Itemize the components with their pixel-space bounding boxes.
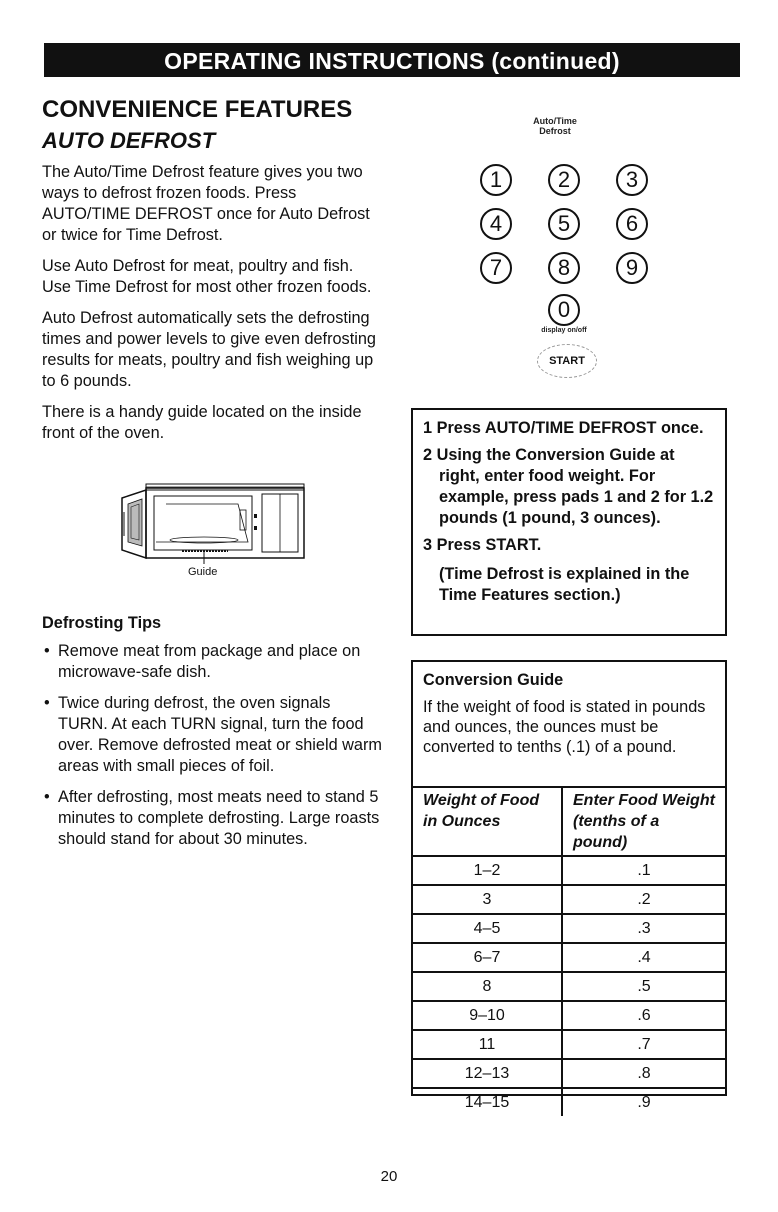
microwave-illustration: [42, 454, 382, 604]
conversion-guide-description: If the weight of food is stated in pounds and ounces, the ounces must be converted to tenths (.1) of a pound.: [423, 698, 706, 756]
table-row: [413, 1059, 725, 1088]
page-banner: OPERATING INSTRUCTIONS (continued): [44, 43, 740, 77]
paragraph: There is a handy guide located on the inside front of the oven.: [42, 403, 362, 442]
table-cell: .8: [562, 1059, 725, 1088]
subsection-title: AUTO DEFROST: [42, 128, 216, 153]
paragraph: The Auto/Time Defrost feature gives you two ways to defrost frozen foods. Press AUTO/TIME DEFROST once for Auto Defrost or twice for Time Defrost.: [42, 163, 370, 244]
steps-box: [411, 408, 727, 636]
table-cell: 4–5: [413, 914, 562, 943]
step-2: 2 Using the Conversion Guide at right, enter food weight. For example, press pads 1 and 2 for 1.2 pounds (1 pound, 3 ounces).: [423, 446, 714, 527]
tips-title: Defrosting Tips: [42, 614, 162, 632]
table-cell: 9–10: [413, 1001, 562, 1030]
table-cell: .6: [562, 1001, 725, 1030]
key-9[interactable]: 9: [616, 252, 648, 284]
defrost-label: Defrost: [539, 126, 571, 136]
conversion-table: [413, 786, 725, 1116]
table-cell: 12–13: [413, 1059, 562, 1088]
table-cell: .9: [562, 1088, 725, 1116]
left-column: [42, 96, 382, 860]
keypad-illustration: [440, 112, 680, 387]
key-5[interactable]: 5: [548, 208, 580, 240]
key-3[interactable]: 3: [616, 164, 648, 196]
conversion-guide-header: [413, 662, 725, 782]
table-row: [413, 1001, 725, 1030]
section-title: CONVENIENCE FEATURES: [42, 96, 353, 123]
table-cell: 1–2: [413, 856, 562, 885]
key-0[interactable]: 0: [548, 294, 580, 326]
table-row: [413, 885, 725, 914]
table-cell: .1: [562, 856, 725, 885]
conversion-guide-box: [411, 660, 727, 1111]
table-cell: 14–15: [464, 1093, 510, 1111]
table-cell: .2: [562, 885, 725, 914]
start-button[interactable]: START: [537, 344, 597, 378]
key-4[interactable]: 4: [480, 208, 512, 240]
table-cell: .7: [562, 1030, 725, 1059]
table-row: [413, 914, 725, 943]
oven-diagram: [42, 454, 382, 604]
table-cell: .4: [562, 943, 725, 972]
table-cell: .5: [562, 972, 725, 1001]
key-6[interactable]: 6: [616, 208, 648, 240]
key-1[interactable]: 1: [480, 164, 512, 196]
table-cell: 11: [413, 1030, 562, 1059]
table-cell: .3: [562, 914, 725, 943]
column-header-tenths: Enter Food Weight (tenths of a pound): [562, 787, 725, 856]
display-on-off-label: display on/off: [541, 327, 587, 334]
key-2[interactable]: 2: [548, 164, 580, 196]
steps-note: (Time Defrost is explained in the Time Features section.): [439, 565, 690, 604]
key-8[interactable]: 8: [548, 252, 580, 284]
table-row: [413, 1030, 725, 1059]
tips-list: [42, 641, 382, 850]
key-7[interactable]: 7: [480, 252, 512, 284]
table-header-row: [413, 787, 725, 856]
step-1: 1 Press AUTO/TIME DEFROST once.: [423, 419, 704, 437]
conversion-guide-title: Conversion Guide: [423, 671, 564, 689]
table-cell: 6–7: [413, 943, 562, 972]
table-cell: 3: [413, 885, 562, 914]
page-number: 20: [380, 1168, 398, 1185]
table-row: [413, 943, 725, 972]
list-item: • Remove meat from package and place on microwave-safe dish.: [42, 641, 382, 683]
table-row: [413, 972, 725, 1001]
list-item: • Twice during defrost, the oven signals TURN. At each TURN signal, turn the food over. Remove defrosted meat or shield warm areas with small pieces of foil.: [42, 693, 382, 777]
auto-time-label: Auto/Time: [533, 116, 577, 126]
guide-label: Guide: [188, 566, 218, 578]
paragraph: Auto Defrost automatically sets the defrosting times and power levels to give even defrosting results for meats, poultry and fish weighing up to 6 pounds.: [42, 309, 376, 390]
column-header-ounces: Weight of Food in Ounces: [413, 787, 562, 856]
table-cell: 8: [413, 972, 562, 1001]
paragraph: Use Auto Defrost for meat, poultry and fish. Use Time Defrost for most other frozen foods.: [42, 257, 372, 296]
step-3: 3 Press START.: [423, 536, 542, 554]
table-row: [413, 1088, 725, 1116]
list-item: • After defrosting, most meats need to stand 5 minutes to complete defrosting. Large roasts should stand for about 30 minutes.: [42, 787, 382, 850]
table-row: [413, 856, 725, 885]
